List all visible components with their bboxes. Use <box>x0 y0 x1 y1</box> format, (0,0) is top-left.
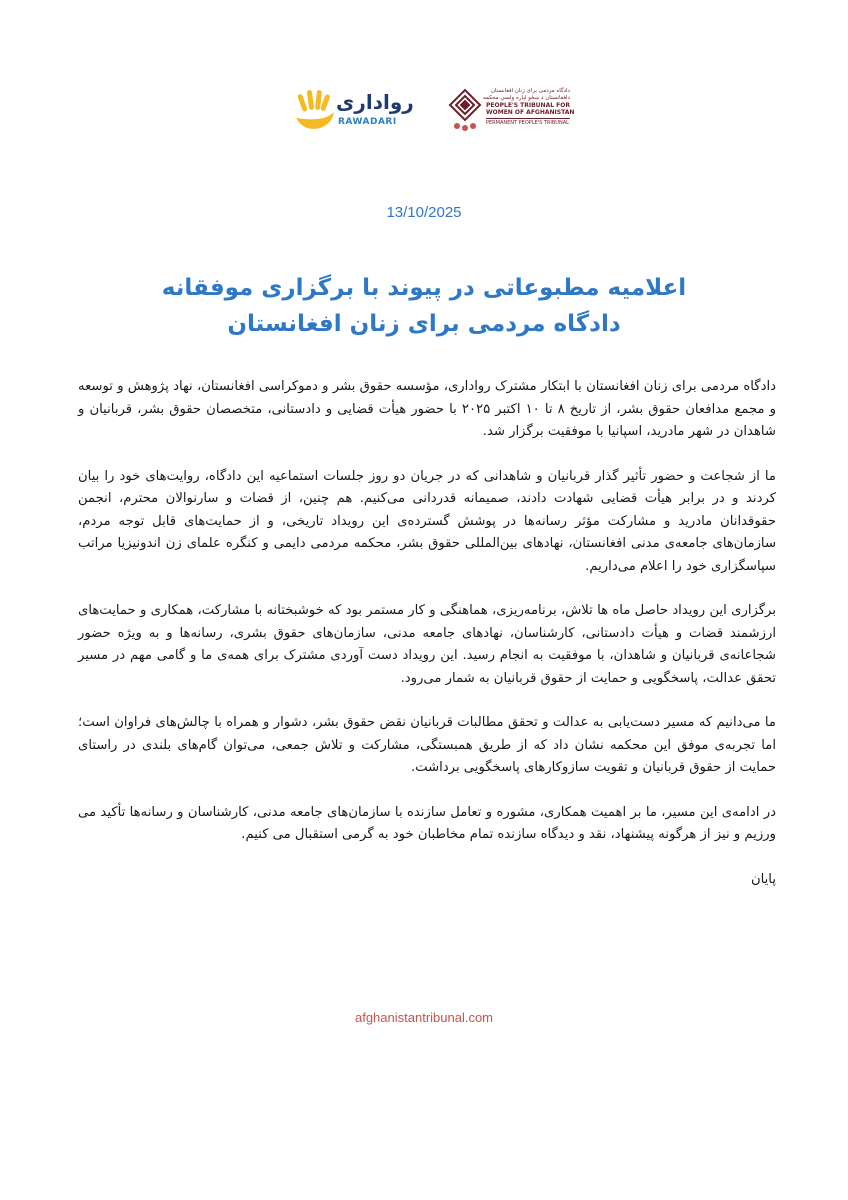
paragraph-4: ما می‌دانیم که مسیر دست‌یابی به عدالت و تحقق مطالبات قربانیان نقض حقوق بشر، دشوار و همراه با چالش‌های فراوان است؛ اما تجربه‌ی موفق این محکمه نشان داد که از طریق همبستگی، مشارکت و تلاش جمعی، می‌توان گام‌های بلندی در راستای حمایت از حقوق قربانیان و تقویت سازوکارهای پاسخگویی برداشت. <box>78 715 776 775</box>
paragraph-3: برگزاری این رویداد حاصل ماه ها تلاش، برنامه‌ریزی، هماهنگی و کار مستمر بود که خوشبختانه با مشارکت، همکاری و حمایت‌های ارزشمند قضات و هیأت دادستانی، کارشناسان، نهادهای جامعه مدنی، سازمان‌های حقوق بشری، رسانه‌ها و به ویژه حضور شجاعانه‌ی قربانیان و شاهدان، با موفقیت به انجام رسید. این رویداد دست آوردی مشترک برای همه‌ی ما و گامی مهم در مسیر تحقق عدالت، پاسخگویی و حمایت از حقوق قربانیان به شمار می‌رود. <box>78 603 776 686</box>
tribunal-en-line1: PEOPLE'S TRIBUNAL FOR <box>486 102 570 109</box>
page-title <box>80 270 768 342</box>
header-logos <box>0 86 848 146</box>
release-date: 13/10/2025 <box>386 204 462 221</box>
rawadari-hand-icon <box>290 88 338 132</box>
tribunal-fa-line1: دادگاه مردمی برای زنان افغانستان <box>490 88 570 94</box>
release-body <box>78 376 776 913</box>
paragraph-1: دادگاه مردمی برای زنان افغانستان با ابتکار مشترک رواداری، مؤسسه حقوق بشر و دموکراسی افغانستان، نهاد پژوهش و توسعه و مجمع مدافعان حقوق بشر، از تاریخ ۸ تا ۱۰ اکتبر ۲۰۲۵ با حضور هیأت قضایی و دادستانی، متخصصان حقوق بشر، قربانیان و شاهدان در شهر مادرید، اسپانیا با موفقیت برگزار شد. <box>78 379 777 439</box>
tribunal-fa-line2: دافغانستان د ښځو لپاره ولسي محکمه <box>483 95 570 101</box>
tribunal-logo <box>448 86 575 136</box>
footer-website-link[interactable]: afghanistantribunal.com <box>354 1010 494 1025</box>
rawadari-name-fa: رواداری <box>336 90 414 114</box>
closing-text: پایان <box>750 871 776 887</box>
rawadari-logo <box>290 86 414 136</box>
title-line-2: دادگاه مردمی برای زنان افغانستان <box>227 311 621 337</box>
tribunal-logo-text <box>483 88 575 127</box>
paragraph-2: ما از شجاعت و حضور تأثیر گذار قربانیان و شاهدانی که در جریان دو روز جلسات استماعیه این دادگاه، روایت‌های خود را بیان کردند و در برابر هیأت قضایی شهادت دادند، صمیمانه قدردانی می‌کنیم. هم چنین، از قضات و سارنوالان محترم، انجمن حقوقدانان مادرید و مشارکت مؤثر رسانه‌ها در پوشش گسترده‌ی این رویداد تاریخی، و از حمایت‌های قابل توجه مردم، سازمان‌های جامعه‌ی مدنی افغانستان، نهادهای بین‌المللی حقوق بشر، محکمه مردمی دایمی و کنگره علمای زن اندونیزیا مراتب سپاسگزاری خود را اعلام می‌داریم. <box>78 468 776 574</box>
tribunal-en-sub: PERMANENT PEOPLE'S TRIBUNAL <box>486 120 569 126</box>
tribunal-en-line2: WOMEN OF AFGHANISTAN <box>486 109 575 116</box>
title-line-1: اعلامیه مطبوعاتی در پیوند با برگزاری موفقانه <box>161 275 687 301</box>
tribunal-emblem-icon <box>448 88 482 134</box>
rawadari-name-en: RAWADARI <box>338 117 397 127</box>
paragraph-5: در ادامه‌ی این مسیر، ما بر اهمیت همکاری، مشوره و تعامل سازنده با سازمان‌های جامعه مدنی، کارشناسان و رسانه‌ها تأکید می ورزیم و نیز از هرگونه پیشنهاد، نقد و دیدگاه سازنده تمام مخاطبان خود به گرمی استقبال می کنیم. <box>78 804 776 842</box>
